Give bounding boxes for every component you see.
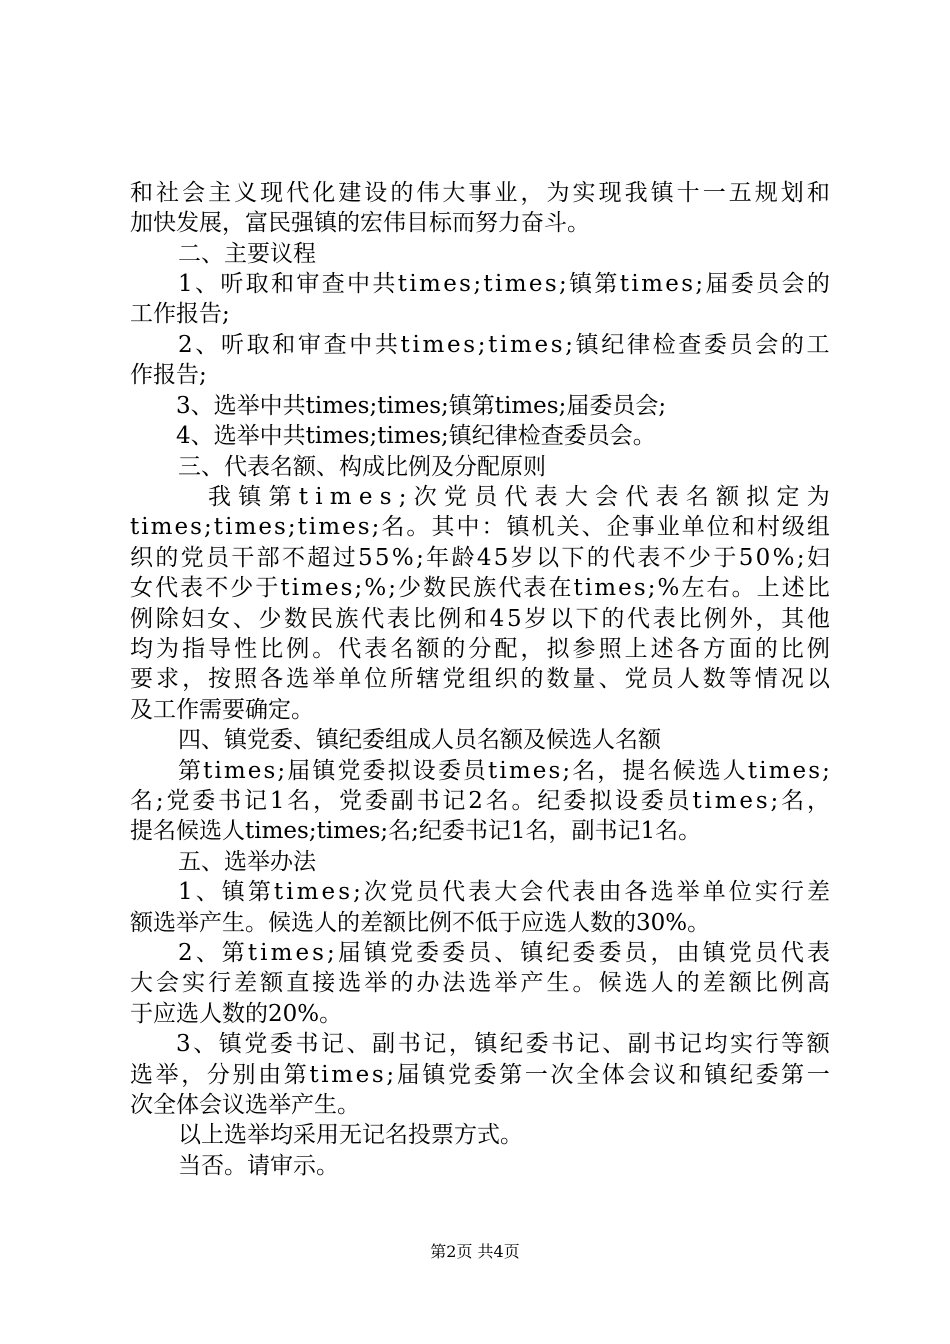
quota-paragraph-line-8: 及工作需要确定。 xyxy=(130,697,314,723)
election-item-1: 1 、 镇 第 t i m e s ; 次 党 员 代 表 大 会 代 表 由 各 选 举 单 位 实 行 差 xyxy=(178,879,830,905)
committee-paragraph-line-3: 提名候选人times;times;名;纪委书记1名，副书记1名。 xyxy=(130,818,702,844)
page-number-footer: 第2页 共4页 xyxy=(430,1242,520,1261)
committee-paragraph-line-2: 名 ; 党 委 书 记 1 名 ， 党 委 副 书 记 2 名 。 纪 委 拟 设 委 员 t i m e s ; 名 ， xyxy=(130,788,830,814)
agenda-item-2-cont: 作报告; xyxy=(130,362,207,388)
quota-paragraph-line-2: t i m e s ; t i m e s ; t i m e s ; 名 。 其 中 ： 镇 机 关 、 企 事 业 单 位 和 村 级 组 xyxy=(130,514,830,540)
election-item-2-cont-1: 大 会 实 行 差 额 直 接 选 举 的 办 法 选 举 产 生 。 候 选 人 的 差 额 比 例 高 xyxy=(130,970,830,996)
quota-paragraph-line-7: 要 求 ， 按 照 各 选 举 单 位 所 辖 党 组 织 的 数 量 、 党 员 人 数 等 情 况 以 xyxy=(130,666,830,692)
section-heading-committee: 四、镇党委、镇纪委组成人员名额及候选人名额 xyxy=(178,727,661,753)
body-line-1: 和 社 会 主 义 现 代 化 建 设 的 伟 大 事 业 ， 为 实 现 我 镇 十 一 五 规 划 和 xyxy=(130,180,830,206)
agenda-item-2: 2 、 听 取 和 审 查 中 共 t i m e s ; t i m e s ; 镇 纪 律 检 查 委 员 会 的 工 xyxy=(178,332,830,358)
quota-paragraph-line-4: 女 代 表 不 少 于 t i m e s ; % ; 少 数 民 族 代 表 在 t i m e s ; % 左 右 。 上 述 比 xyxy=(130,575,830,601)
election-item-3-cont-1: 选 举 ， 分 别 由 第 t i m e s ; 届 镇 党 委 第 一 次 全 体 会 议 和 镇 纪 委 第 一 xyxy=(130,1062,830,1088)
election-item-3: 3 、 镇 党 委 书 记 、 副 书 记 ， 镇 纪 委 书 记 、 副 书 记 均 实 行 等 额 xyxy=(176,1031,830,1057)
election-item-2-cont-2: 于应选人数的20%。 xyxy=(130,1001,343,1027)
section-heading-election: 五、选举办法 xyxy=(178,849,316,875)
voting-method-line: 以上选举均采用无记名投票方式。 xyxy=(178,1122,523,1148)
quota-paragraph-line-3: 织 的 党 员 干 部 不 超 过 5 5 % ; 年 龄 4 5 岁 以 下 的 代 表 不 少 于 5 0 % ; 妇 xyxy=(130,545,830,571)
agenda-item-3: 3、选举中共times;times;镇第times;届委员会; xyxy=(176,393,667,419)
quota-paragraph-line-5: 例 除 妇 女 、 少 数 民 族 代 表 比 例 和 4 5 岁 以 下 的 代 表 比 例 外 ， 其 他 xyxy=(130,606,830,632)
quota-paragraph-line-6: 均 为 指 导 性 比 例 。 代 表 名 额 的 分 配 ， 拟 参 照 上 述 各 方 面 的 比 例 xyxy=(130,636,830,662)
election-item-3-cont-2: 次全体会议选举产生。 xyxy=(130,1092,360,1118)
election-item-2: 2 、 第 t i m e s ; 届 镇 党 委 委 员 、 镇 纪 委 委 员 ， 由 镇 党 员 代 表 xyxy=(178,940,830,966)
agenda-item-1: 1 、 听 取 和 审 查 中 共 t i m e s ; t i m e s ; 镇 第 t i m e s ; 届 委 员 会 的 xyxy=(178,271,830,297)
agenda-item-1-cont: 工作报告; xyxy=(130,301,230,327)
quota-paragraph-line-1: 我 镇 第 t i m e s ; 次 党 员 代 表 大 会 代 表 名 额 拟 定 为 xyxy=(208,484,830,510)
agenda-item-4: 4、选举中共times;times;镇纪律检查委员会。 xyxy=(176,423,656,449)
closing-line: 当否。请审示。 xyxy=(178,1153,339,1179)
election-item-1-cont: 额选举产生。候选人的差额比例不低于应选人数的30%。 xyxy=(130,910,711,936)
committee-paragraph-line-1: 第 t i m e s ; 届 镇 党 委 拟 设 委 员 t i m e s ; 名 ， 提 名 候 选 人 t i m e s ; xyxy=(178,758,830,784)
section-heading-agenda: 二、主要议程 xyxy=(178,241,316,267)
section-heading-quota: 三、代表名额、构成比例及分配原则 xyxy=(178,454,546,480)
body-line-2: 加快发展，富民强镇的宏伟目标而努力奋斗。 xyxy=(130,210,590,236)
